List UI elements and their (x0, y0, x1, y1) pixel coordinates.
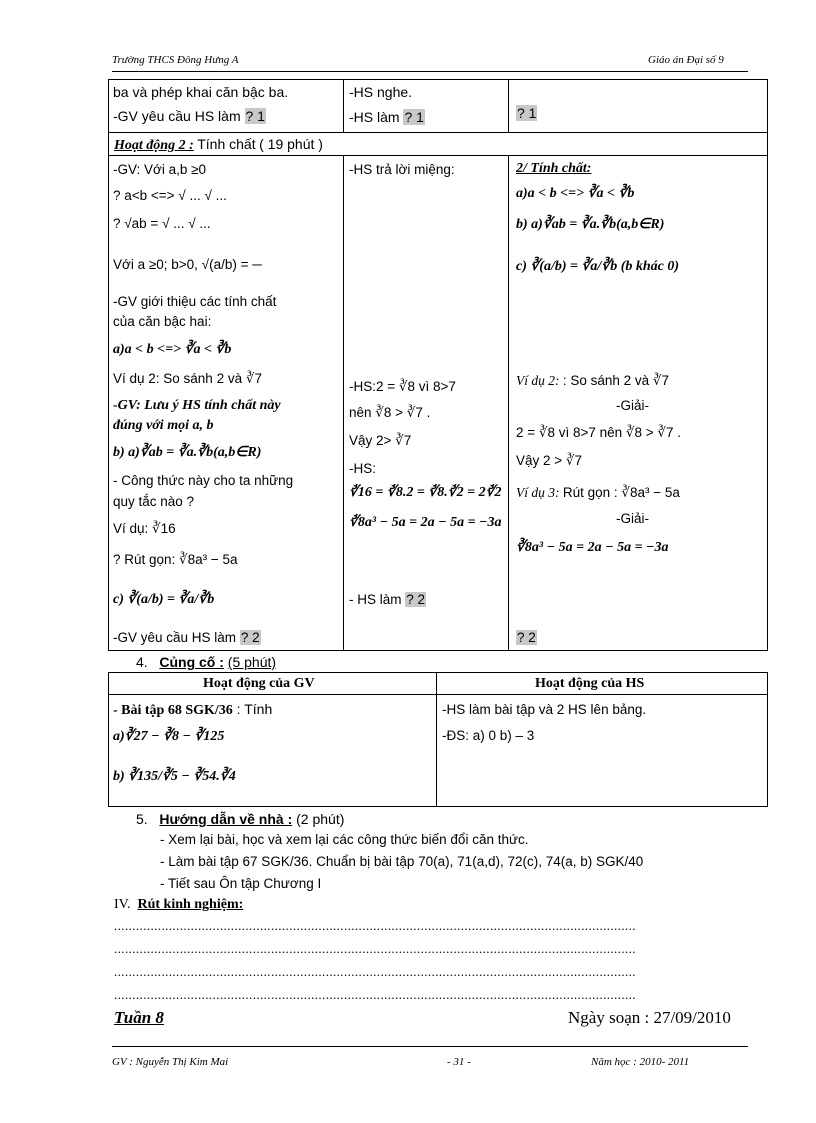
question-2-badge: ? 2 (240, 630, 260, 645)
col1-line8: Ví dụ 2: So sánh 2 và ∛7 (113, 371, 262, 386)
col1-line10: đúng với mọi a, b (113, 418, 214, 433)
col3-line6: 2 = ∛8 vì 8>7 nên ∛8 > ∛7 . (516, 425, 682, 440)
col3-line4: Ví dụ 2: : So sánh 2 và ∛7 (516, 373, 670, 388)
col2-line6: ∛16 = ∛8.2 = ∛8.∛2 = 2∛2 (349, 485, 502, 500)
col3-line3: c) ∛(a/b) = ∛a/∛b (b khác 0) (516, 259, 680, 274)
section4-heading: 4. Củng cố : (5 phút) (136, 654, 277, 670)
col2-line8: - HS làm ? 2 (349, 592, 426, 607)
col1-line13: quy tắc nào ? (113, 494, 195, 509)
col3-title: 2/ Tính chất: (516, 161, 592, 176)
col1-line15: ? Rút gọn: ∛8a³ − 5a (113, 552, 238, 567)
col2-line7: ∛8a³ − 5a = 2a − 5a = −3a (349, 515, 502, 530)
section5-heading: 5. Hướng dẫn về nhà : (2 phút) (136, 811, 345, 827)
col3-q: ? 2 (517, 630, 536, 645)
footer-page: - 31 - (447, 1056, 471, 1068)
notes-line-2: ............................................................................................................................................... (114, 941, 636, 956)
date-label: Ngày soạn : 27/09/2010 (568, 1008, 731, 1027)
table2-gv-line1: - Bài tập 68 SGK/36 : Tính (113, 701, 273, 718)
row0-col2-line2: -HS làm ? 1 (349, 109, 424, 125)
table2-gv-line2: a)∛27 − ∛8 − ∛125 (113, 729, 225, 744)
row0-col1-line2: -GV yêu cầu HS làm ? 1 (113, 108, 265, 124)
col1-line5: -GV giới thiệu các tính chất (113, 294, 277, 309)
section-hoat-dong-2: Hoạt động 2 : Tính chất ( 19 phút ) (114, 136, 323, 153)
notes-line-4: ............................................................................................................................................... (114, 987, 636, 1002)
header-rule (112, 71, 748, 72)
col2-line4: Vậy 2> ∛7 (349, 433, 412, 448)
col3-line1: a)a < b <=> ∛a < ∛b (516, 186, 635, 201)
row0-col1-line1: ba và phép khai căn bậc ba. (113, 84, 289, 100)
col3-line10: ∛8a³ − 5a = 2a − 5a = −3a (516, 540, 669, 555)
col3-line5: -Giải- (616, 398, 649, 413)
table2-gv-line3: b) ∛135/∛5 − ∛54.∛4 (113, 769, 236, 784)
table2-hs-line2: -ĐS: a) 0 b) – 3 (442, 728, 535, 743)
col1-line6: của căn bậc hai: (113, 314, 212, 329)
col2-line1: -HS trả lời miệng: (349, 162, 455, 177)
col1-line17: -GV yêu cầu HS làm ? 2 (113, 630, 260, 645)
footer-teacher: GV : Nguyễn Thị Kim Mai (112, 1056, 229, 1068)
col1-line12: - Công thức này cho ta những (113, 473, 294, 488)
col1-line11: b) a)∛ab = ∛a.∛b(a,b∈R) (113, 445, 262, 460)
footer-rule (112, 1046, 748, 1047)
col2-line5: -HS: (349, 461, 376, 476)
col1-line4: Với a ≥0; b>0, √(a/b) = ─ (113, 257, 262, 272)
notes-line-3: ............................................................................................................................................... (114, 964, 636, 979)
col3-line7: Vậy 2 > ∛7 (516, 453, 583, 468)
header-school: Trường THCS Đông Hưng A (112, 54, 239, 66)
question-1-badge: ? 1 (404, 109, 424, 125)
section5-item-2: - Làm bài tập 67 SGK/36. Chuẩn bị bài tập 70(a), 71(a,d), 72(c), 74(a, b) SGK/40 (160, 854, 644, 869)
section-rut-kinh-nghiem: IV. Rút kinh nghiệm: (114, 897, 244, 912)
col1-line16: c) ∛(a/b) = ∛a/∛b (113, 592, 215, 607)
col1-line1: -GV: Với a,b ≥0 (113, 162, 207, 177)
table2-head-hs: Hoạt động của HS (535, 676, 645, 691)
question-2-badge: ? 2 (406, 592, 426, 607)
section5-item-1: - Xem lại bài, học và xem lại các công thức biến đổi căn thức. (160, 832, 529, 847)
row0-col3-q: ? 1 (517, 105, 537, 121)
col1-line3: ? √ab = √ ... √ ... (113, 216, 211, 231)
col2-line2: -HS:2 = ∛8 vì 8>7 (349, 379, 456, 394)
col1-line9: -GV: Lưu ý HS tính chất này (113, 398, 281, 413)
col2-line3: nên ∛8 > ∛7 . (349, 405, 431, 420)
notes-line-1: ............................................................................................................................................... (114, 918, 636, 933)
col3-line9: -Giải- (616, 511, 649, 526)
col3-line2: b) a)∛ab = ∛a.∛b(a,b∈R) (516, 217, 665, 232)
week-label: Tuần 8 (114, 1008, 164, 1027)
header-subject: Giáo án Đại số 9 (648, 54, 724, 66)
table2-hs-line1: -HS làm bài tập và 2 HS lên bảng. (442, 702, 647, 717)
row0-col2-line1: -HS nghe. (349, 84, 413, 100)
footer-year: Năm học : 2010- 2011 (591, 1056, 690, 1068)
table2-head-gv: Hoạt động của GV (203, 676, 315, 691)
section5-item-3: - Tiết sau Ôn tập Chương I (160, 876, 322, 891)
col1-line14: Ví dụ: ∛16 (113, 521, 176, 536)
question-1-badge: ? 1 (245, 108, 265, 124)
col1-line7: a)a < b <=> ∛a < ∛b (113, 342, 232, 357)
col1-line2: ? a<b <=> √ ... √ ... (113, 188, 227, 203)
col3-line8: Ví dụ 3: Rút gọn : ∛8a³ − 5a (516, 485, 680, 500)
